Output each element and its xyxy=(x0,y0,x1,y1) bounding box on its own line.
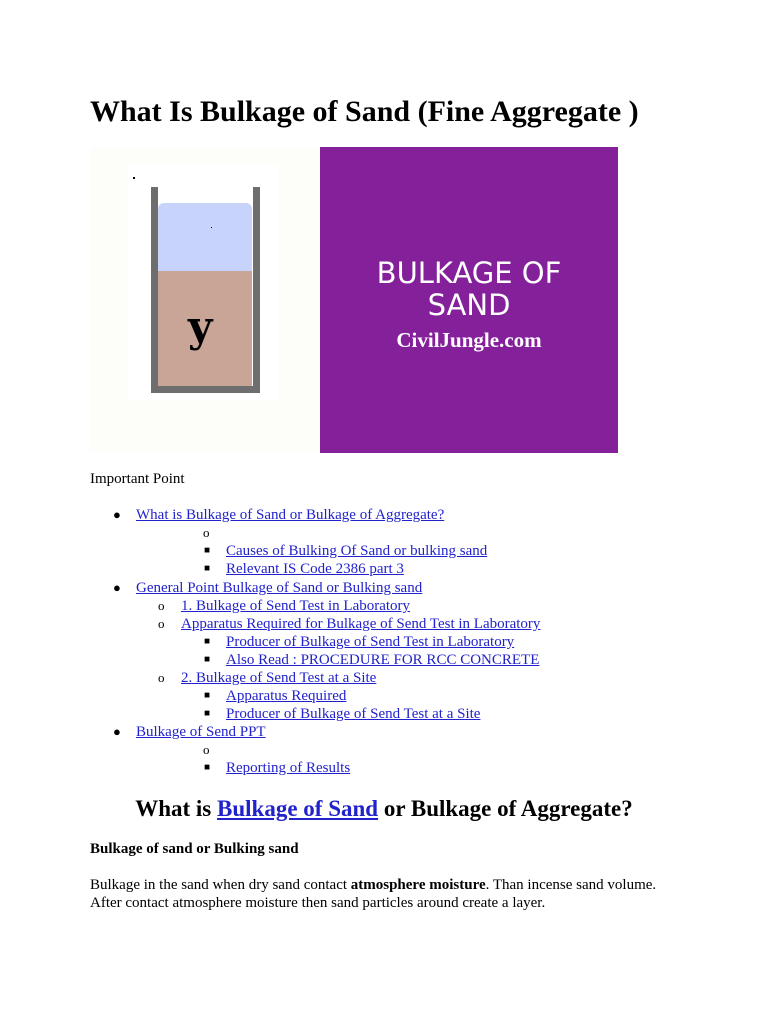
bulkage-diagram xyxy=(90,147,320,452)
water-layer xyxy=(158,203,252,273)
body-text-post: . Than incense sand volume. After contact atmosphere moisture then sand particles around create a layer. xyxy=(90,877,657,911)
toc-link-what-is-bulkage[interactable]: What is Bulkage of Sand or Bulkage of Aggregate? xyxy=(136,507,445,523)
heading-text-post: or Bulkage of Aggregate? xyxy=(378,796,633,821)
toc-item xyxy=(226,705,480,723)
toc-link-apparatus-required[interactable]: Apparatus Required xyxy=(226,688,347,704)
toc-link-site-test[interactable]: 2. Bulkage of Send Test at a Site xyxy=(181,670,377,686)
title-banner xyxy=(320,147,618,453)
important-point-label: Important Point xyxy=(90,471,185,487)
bullet-square: ■ xyxy=(204,654,211,665)
sub-heading: Bulkage of sand or Bulking sand xyxy=(90,841,299,857)
page-title: What Is Bulkage of Sand (Fine Aggregate ) xyxy=(90,95,639,128)
bullet-circle: o xyxy=(158,598,165,613)
jar-right-wall xyxy=(253,187,260,393)
bullet-square: ■ xyxy=(204,762,211,773)
banner-title: BULKAGE OF SAND xyxy=(376,256,562,322)
bullet-square: ■ xyxy=(204,563,211,574)
toc-item xyxy=(181,669,376,687)
toc-link-reporting[interactable]: Reporting of Results xyxy=(226,760,351,776)
jar-label-y: y xyxy=(188,302,213,351)
toc-item xyxy=(226,542,487,560)
jar-left-wall xyxy=(151,187,158,393)
bullet-square: ■ xyxy=(204,545,211,556)
toc-item xyxy=(181,615,540,633)
bullet-disc: ● xyxy=(113,507,121,522)
toc-item xyxy=(226,560,404,578)
section-heading xyxy=(0,795,768,823)
bullet-square: ■ xyxy=(204,636,211,647)
toc-link-apparatus-lab[interactable]: Apparatus Required for Bulkage of Send Test in Laboratory xyxy=(181,616,541,632)
toc-link-is-code[interactable]: Relevant IS Code 2386 part 3 xyxy=(226,561,404,577)
toc-item xyxy=(226,687,346,705)
bullet-disc: ● xyxy=(113,724,121,739)
toc-link-producer-site[interactable]: Producer of Bulkage of Send Test at a Site xyxy=(226,706,481,722)
toc-item xyxy=(136,723,266,741)
bullet-disc: ● xyxy=(113,580,121,595)
jar-bottom xyxy=(151,386,260,393)
toc-item xyxy=(136,506,444,524)
heading-link-bulkage[interactable]: Bulkage of Sand xyxy=(217,796,379,821)
bullet-circle: o xyxy=(158,616,165,631)
bullet-circle: o xyxy=(203,742,210,757)
body-text-bold: atmosphere moisture xyxy=(350,877,486,893)
toc-link-lab-test[interactable]: 1. Bulkage of Send Test in Laboratory xyxy=(181,598,411,614)
banner-site-name: CivilJungle.com xyxy=(396,328,542,352)
bullet-circle: o xyxy=(203,525,210,540)
toc-item xyxy=(181,597,410,615)
toc-link-causes[interactable]: Causes of Bulking Of Sand or bulking sand xyxy=(226,543,488,559)
toc-item xyxy=(226,633,514,651)
toc-item xyxy=(226,651,539,669)
toc-item xyxy=(226,759,350,777)
body-text-pre: Bulkage in the sand when dry sand contact xyxy=(90,877,351,893)
bullet-square: ■ xyxy=(204,708,211,719)
diagram-dot xyxy=(211,227,212,228)
toc-link-producer-lab[interactable]: Producer of Bulkage of Send Test in Laboratory xyxy=(226,634,515,650)
toc-item xyxy=(136,579,422,597)
toc-link-ppt[interactable]: Bulkage of Send PPT xyxy=(136,724,266,740)
toc-link-also-read[interactable]: Also Read : PROCEDURE FOR RCC CONCRETE xyxy=(226,652,540,668)
bullet-square: ■ xyxy=(204,690,211,701)
toc-link-general-point[interactable]: General Point Bulkage of Sand or Bulking sand xyxy=(136,580,423,596)
heading-text-pre: What is xyxy=(135,796,218,821)
diagram-dot xyxy=(133,177,135,179)
bullet-circle: o xyxy=(158,670,165,685)
body-paragraph xyxy=(90,876,680,912)
